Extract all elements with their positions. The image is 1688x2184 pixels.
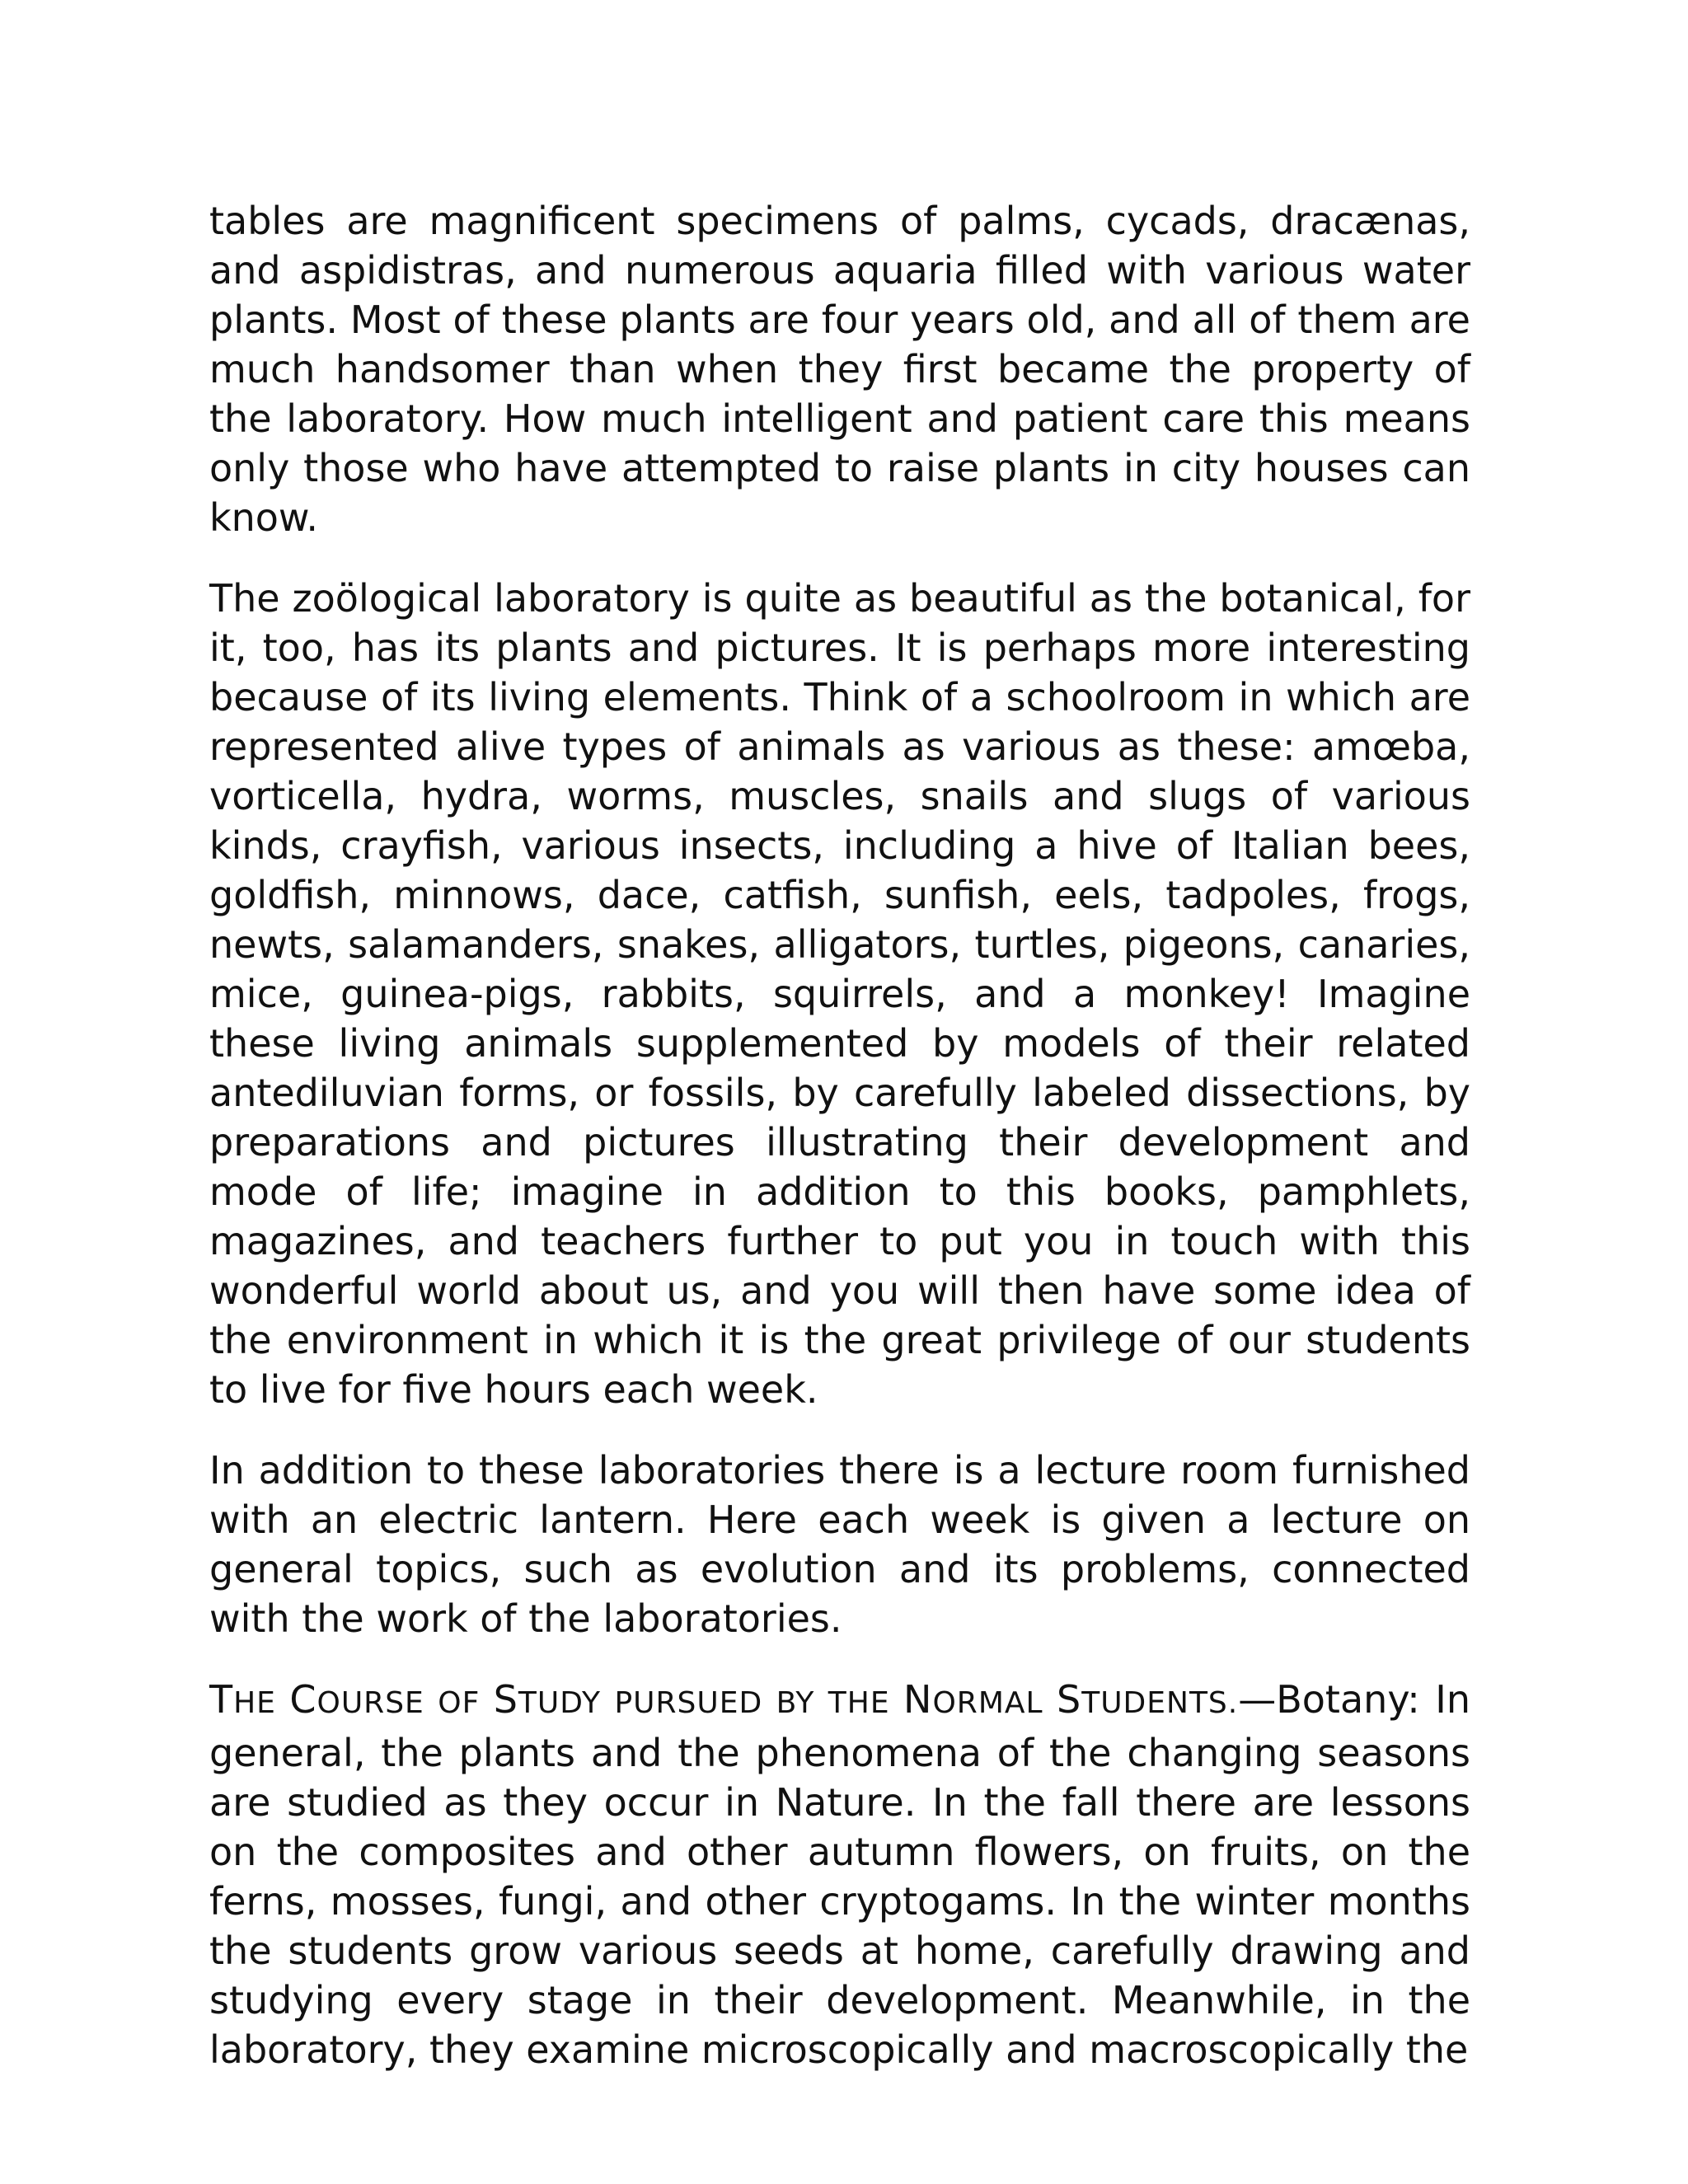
paragraph-2: The zoölogical laboratory is quite as beautiful as the botanical, for it, too, has its plants and pictures. It is perhaps more interesting because of its living elements. Think of a schoolroom in which are represented alive types of animals as various as these: amœba, vorticella, hydra, worms, muscles, snails and slugs of various kinds, crayfish, various insects, including a hive of Italian bees, goldfish, minnows, dace, catfish, sunfish, eels, tadpoles, frogs, newts, salamanders, snakes, alligators, turtles, pigeons, canaries, mice, guinea-pigs, rabbits, squirrels, and a monkey! Imagine these living animals supplemented by models of their related antediluvian forms, or fossils, by carefully labeled dissections, by preparations and pictures illustrating their development and mode of life; imagine in addition to this books, pamphlets, magazines, and teachers further to put you in touch with this wonderful world about us, and you will then have some idea of the environment in which it is the great privilege of our students to live for five hours each week. xyxy=(209,576,1470,1412)
page-body xyxy=(209,196,1470,2106)
section-heading: THE COURSE OF STUDY PURSUED BY THE NORMAL STUDENTS. xyxy=(209,1677,1239,1722)
paragraph-3: In addition to these laboratories there is a lecture room furnished with an electric lantern. Here each week is given a lecture on general topics, such as evolution and its problems, connected with the work of the laboratories. xyxy=(209,1448,1470,1641)
paragraph-1: tables are magnificent specimens of palms, cycads, dracænas, and aspidistras, and numerous aquaria filled with various water plants. Most of these plants are four years old, and all of them are much handsomer than when they first became the property of the laboratory. How much intelligent and patient care this means only those who have attempted to raise plants in city houses can know. xyxy=(209,199,1470,540)
paragraph-4 xyxy=(209,1675,1470,2074)
paragraph-4-text: —Botany: In general, the plants and the phenomena of the changing seasons are studied as they occur in Nature. In the fall there are lessons on the composites and other autumn flowers, on fruits, on the ferns, mosses, fungi, and other cryptogams. In the winter months the students grow various seeds at home, carefully drawing and studying every stage in their development. Meanwhile, in the laboratory, they examine microscopically and macroscopically the xyxy=(209,1677,1471,2072)
